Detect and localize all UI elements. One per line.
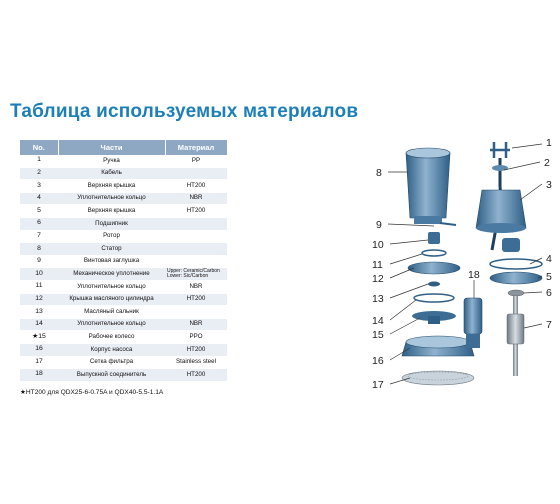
cell-part: Уплотнительное кольцо — [58, 280, 165, 293]
cell-no: 5 — [20, 205, 58, 218]
cell-no: 6 — [20, 217, 58, 230]
table-row — [20, 356, 227, 369]
materials-table — [20, 140, 228, 382]
table-row — [20, 293, 227, 306]
table-row — [20, 243, 227, 256]
table-row — [20, 268, 227, 281]
cell-no: 14 — [20, 318, 58, 331]
cell-part: Сетка фильтра — [58, 356, 165, 369]
table-row — [20, 343, 227, 356]
page-title: Таблица используемых материалов — [10, 101, 359, 122]
pump-exploded-diagram — [370, 128, 558, 400]
table-row — [20, 369, 227, 382]
header-no: No. — [20, 140, 58, 155]
rotor-part — [507, 296, 524, 376]
label-6: 6 — [546, 287, 552, 299]
cell-no: 9 — [20, 255, 58, 268]
oil-seal-part — [414, 282, 454, 303]
label-12: 12 — [372, 273, 384, 285]
cell-part: Рабочее колесо — [58, 331, 165, 344]
cell-part: Подшипник — [58, 217, 165, 230]
cell-part: Выпускной соединитель — [58, 369, 165, 382]
label-2: 2 — [544, 157, 550, 169]
cell-no: 16 — [20, 343, 58, 356]
cell-part: Верхняя крышка — [58, 180, 165, 193]
cell-part: Верхняя крышка — [58, 205, 165, 218]
cell-no: 12 — [20, 293, 58, 306]
bearing-part — [508, 290, 524, 296]
table-row — [20, 205, 227, 218]
table-row — [20, 217, 227, 230]
cell-material: PPO — [165, 331, 227, 344]
cell-part: Статор — [58, 243, 165, 256]
label-13: 13 — [372, 293, 384, 305]
cell-material — [165, 217, 227, 230]
cell-no: 13 — [20, 306, 58, 319]
cell-no: 3 — [20, 180, 58, 193]
header-material: Материал — [165, 140, 227, 155]
cell-no: 10 — [20, 268, 58, 281]
impeller-part — [412, 311, 456, 324]
filter-screen-part — [402, 371, 474, 385]
cell-no: 7 — [20, 230, 58, 243]
cell-part: Ручка — [58, 155, 165, 167]
cell-part: Ротор — [58, 230, 165, 243]
label-11: 11 — [372, 259, 383, 271]
header-part: Части — [58, 140, 165, 155]
pump-housing-part — [402, 334, 480, 356]
material-lower: Lower: Sic/Carbon — [167, 273, 209, 280]
cell-part: Механическое уплотнение — [58, 268, 165, 281]
cell-part: Уплотнительное кольцо — [58, 318, 165, 331]
outlet-connector-part — [464, 298, 482, 334]
mechanical-seal-part — [422, 232, 446, 256]
table-row — [20, 167, 227, 180]
label-8: 8 — [376, 167, 382, 179]
label-4: 4 — [546, 253, 552, 265]
label-18: 18 — [468, 269, 480, 281]
cell-no: 17 — [20, 356, 58, 369]
label-7: 7 — [546, 319, 552, 331]
table-row — [20, 155, 227, 167]
upper-cover-part — [476, 190, 526, 252]
cell-material: HT200 — [165, 369, 227, 382]
cell-material — [165, 306, 227, 319]
table-row — [20, 331, 227, 344]
label-3: 3 — [546, 179, 552, 191]
table-row — [20, 318, 227, 331]
label-9: 9 — [376, 219, 382, 231]
cell-no: 2 — [20, 167, 58, 180]
cell-material: HT200 — [165, 343, 227, 356]
cell-material — [165, 243, 227, 256]
cell-material: HT200 — [165, 205, 227, 218]
o-ring-cover-part — [490, 259, 542, 284]
cell-material: NBR — [165, 192, 227, 205]
cell-no: 18 — [20, 369, 58, 382]
cell-part: Масляный сальник — [58, 306, 165, 319]
cell-material: NBR — [165, 318, 227, 331]
cell-no: ★15 — [20, 331, 58, 344]
label-15: 15 — [372, 329, 384, 341]
cell-no: 4 — [20, 192, 58, 205]
table-header-row — [20, 140, 227, 155]
cell-no: 11 — [20, 280, 58, 293]
table-row — [20, 280, 227, 293]
label-16: 16 — [372, 355, 384, 367]
cell-part: Уплотнительное кольцо — [58, 192, 165, 205]
table-row — [20, 192, 227, 205]
table-row — [20, 255, 227, 268]
cell-material — [165, 268, 227, 281]
cell-material — [165, 255, 227, 268]
table-row — [20, 180, 227, 193]
cell-material: Stainless steel — [165, 356, 227, 369]
cell-part: Крышка масляного цилиндра — [58, 293, 165, 306]
label-1: 1 — [546, 137, 552, 149]
footnote: ★HT200 для QDX25-6-0.75A и QDX40-5.5-1.1A — [20, 389, 164, 396]
cell-no: 8 — [20, 243, 58, 256]
material-upper: Upper: Ceramic/Carbon — [167, 267, 220, 274]
oil-cylinder-cover-part — [408, 262, 460, 274]
cell-material: HT200 — [165, 293, 227, 306]
label-14: 14 — [372, 315, 384, 327]
cell-material: NBR — [165, 280, 227, 293]
cell-material: HT200 — [165, 180, 227, 193]
cell-material: PP — [165, 155, 227, 167]
cell-part: Кабель — [58, 167, 165, 180]
cell-part: Винтовая заглушка — [58, 255, 165, 268]
table-row — [20, 306, 227, 319]
label-10: 10 — [372, 239, 384, 251]
cell-part: Корпус насоса — [58, 343, 165, 356]
stator-housing-part — [406, 148, 456, 225]
label-17: 17 — [372, 379, 384, 391]
label-5: 5 — [546, 271, 552, 283]
cell-no: 1 — [20, 155, 58, 167]
table-row — [20, 230, 227, 243]
cell-material — [165, 167, 227, 180]
cell-material — [165, 230, 227, 243]
